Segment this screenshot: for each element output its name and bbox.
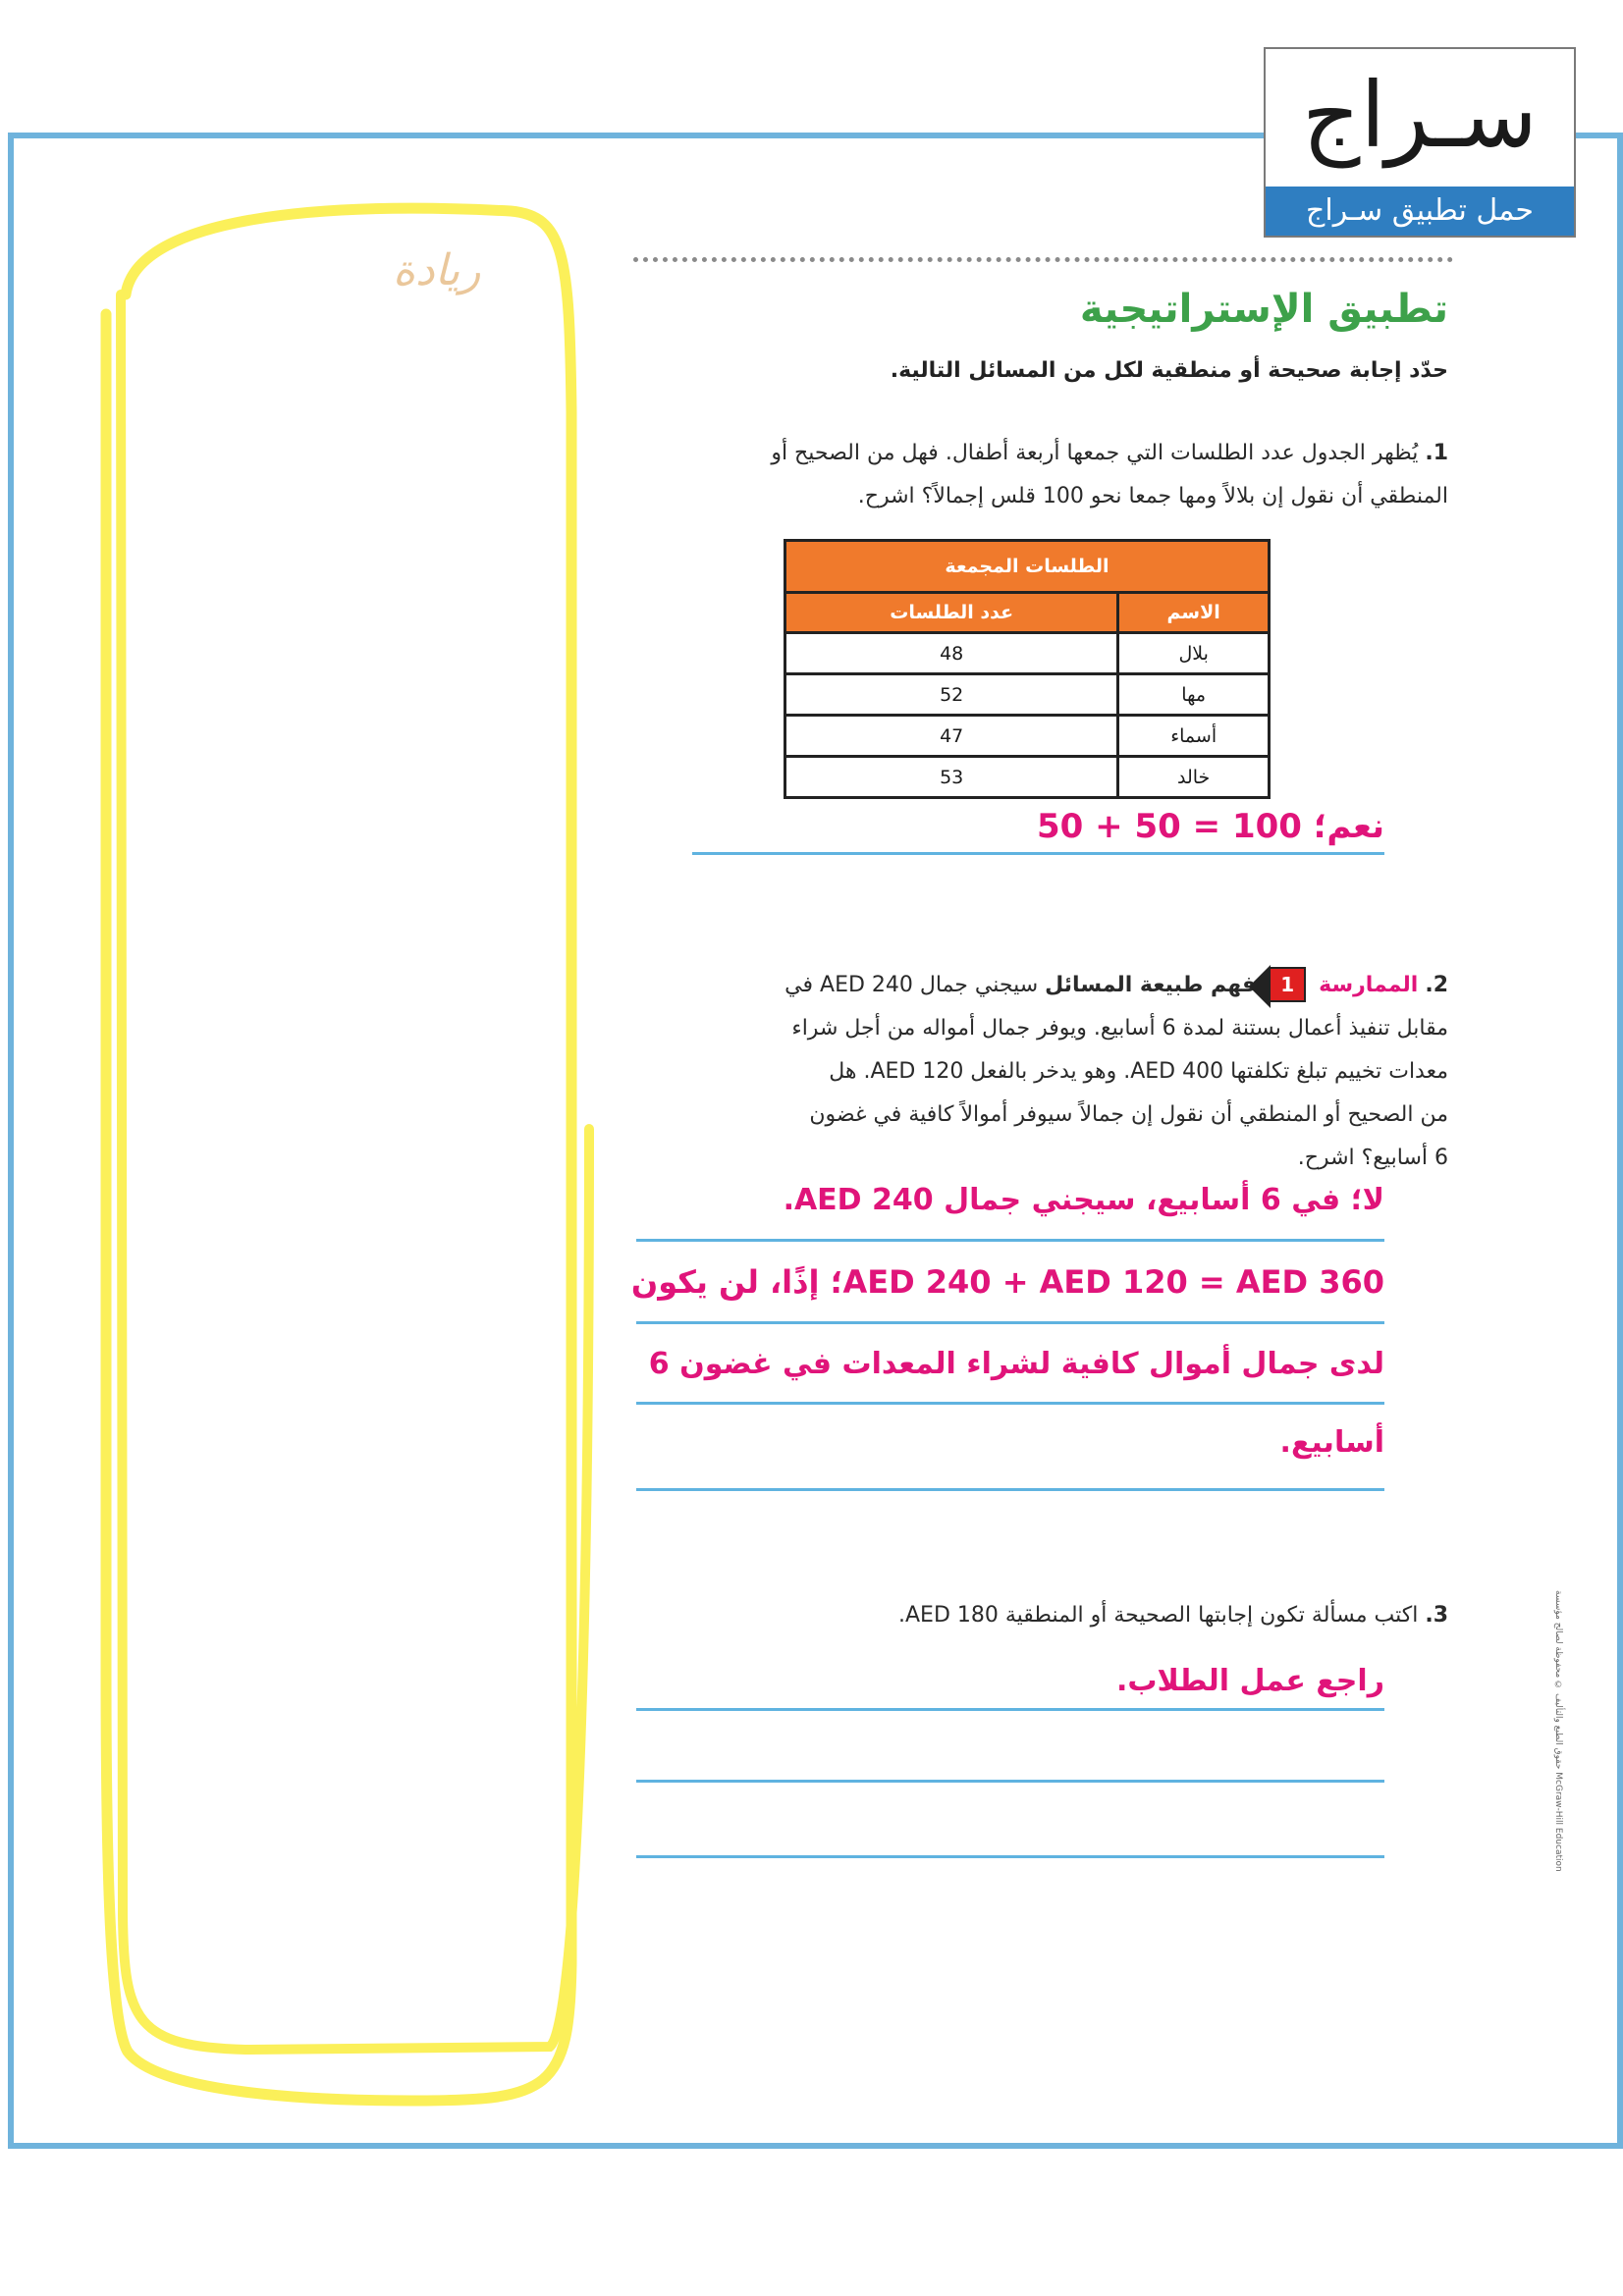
- column-header: الاسم: [1118, 593, 1270, 633]
- question-number: 3.: [1425, 1603, 1448, 1628]
- answer-2-line-2: AED 240 + AED 120 = AED 360؛ إذًا، لن يكون: [630, 1263, 1384, 1301]
- table-row: [785, 674, 1270, 716]
- table-row: [785, 633, 1270, 674]
- answer-2-line-3: لدى جمال أموال كافية لشراء المعدات في غضون 6: [648, 1347, 1384, 1381]
- cell-name: بلال: [1118, 633, 1270, 674]
- answer-line: [692, 852, 1384, 855]
- flag-icon: 1: [1269, 967, 1306, 1002]
- strategy-label: فهم طبيعة المسائل: [1045, 973, 1257, 997]
- question-2: [682, 964, 1448, 1180]
- cell-name: مها: [1118, 674, 1270, 716]
- practice-label: الممارسة: [1319, 973, 1419, 997]
- copyright-credit: حقوق الطبع والتأليف © محفوظة لصالح مؤسسة McGraw-Hill Education: [1553, 1590, 1563, 1872]
- question-text: مقابل تنفيذ أعمال بستنة لمدة 6 أسابيع. ويوفر جمال أمواله من أجل شراء: [791, 1016, 1448, 1041]
- question-text: من الصحيح أو المنطقي أن نقول إن جمالاً سيوفر أموالاً كافية في غضون: [809, 1102, 1448, 1127]
- answer-line: [636, 1780, 1384, 1783]
- question-number: 2.: [1425, 973, 1448, 997]
- question-number: 1.: [1425, 441, 1448, 465]
- question-text: 6 أسابيع؟ اشرح.: [1297, 1146, 1448, 1170]
- table-caption: الطلسات المجمعة: [785, 541, 1270, 593]
- question-text: سيجني جمال AED 240 في: [784, 973, 1039, 997]
- instruction: حدّد إجابة صحيحة أو منطقية لكل من المسائل التالية.: [890, 358, 1448, 383]
- cell-name: أسماء: [1118, 716, 1270, 757]
- answer-3: راجع عمل الطلاب.: [1115, 1664, 1384, 1698]
- logo-wordmark: سـراج: [1302, 63, 1538, 168]
- answer-1: نعم؛ 100 = 50 + 50: [1036, 807, 1384, 846]
- question-3: [682, 1594, 1448, 1637]
- answer-2-line-4: أسابيع.: [1279, 1425, 1384, 1460]
- answer-line: [636, 1239, 1384, 1242]
- question-text: المنطقي أن نقول إن بلالاً ومها جمعا نحو 100 قلس إجمالاً؟ اشرح.: [857, 484, 1448, 508]
- cell-name: خالد: [1118, 757, 1270, 798]
- answer-line: [636, 1708, 1384, 1711]
- answer-line: [636, 1855, 1384, 1858]
- logo: [1264, 47, 1576, 238]
- table-header-row: [785, 593, 1270, 633]
- section-title: تطبيق الإستراتيجية: [1079, 287, 1448, 332]
- data-table: [784, 539, 1271, 799]
- column-header: عدد الطلسات: [785, 593, 1118, 633]
- cell-count: 52: [785, 674, 1118, 716]
- question-1: [682, 432, 1448, 518]
- answer-line: [636, 1402, 1384, 1405]
- question-text: معدات تخييم تبلغ تكلفتها AED 400. وهو يدخر بالفعل AED 120. هل: [829, 1059, 1448, 1084]
- divider: [633, 257, 1453, 262]
- question-text: يُظهر الجدول عدد الطلسات التي جمعها أربعة أطفال. فهل من الصحيح أو: [771, 441, 1419, 465]
- cell-count: 48: [785, 633, 1118, 674]
- table-row: [785, 757, 1270, 798]
- cell-count: 47: [785, 716, 1118, 757]
- question-text: اكتب مسألة تكون إجابتها الصحيحة أو المنطقية AED 180.: [898, 1603, 1419, 1628]
- answer-line: [636, 1488, 1384, 1491]
- table-caption-row: [785, 541, 1270, 593]
- answer-line: [636, 1321, 1384, 1324]
- answer-2-line-1: لا؛ في 6 أسابيع، سيجني جمال AED 240.: [783, 1183, 1384, 1217]
- table-row: [785, 716, 1270, 757]
- cell-count: 53: [785, 757, 1118, 798]
- stamp-watermark: ريادة: [393, 245, 481, 295]
- logo-tagline: حمل تطبيق سـراج: [1266, 187, 1574, 236]
